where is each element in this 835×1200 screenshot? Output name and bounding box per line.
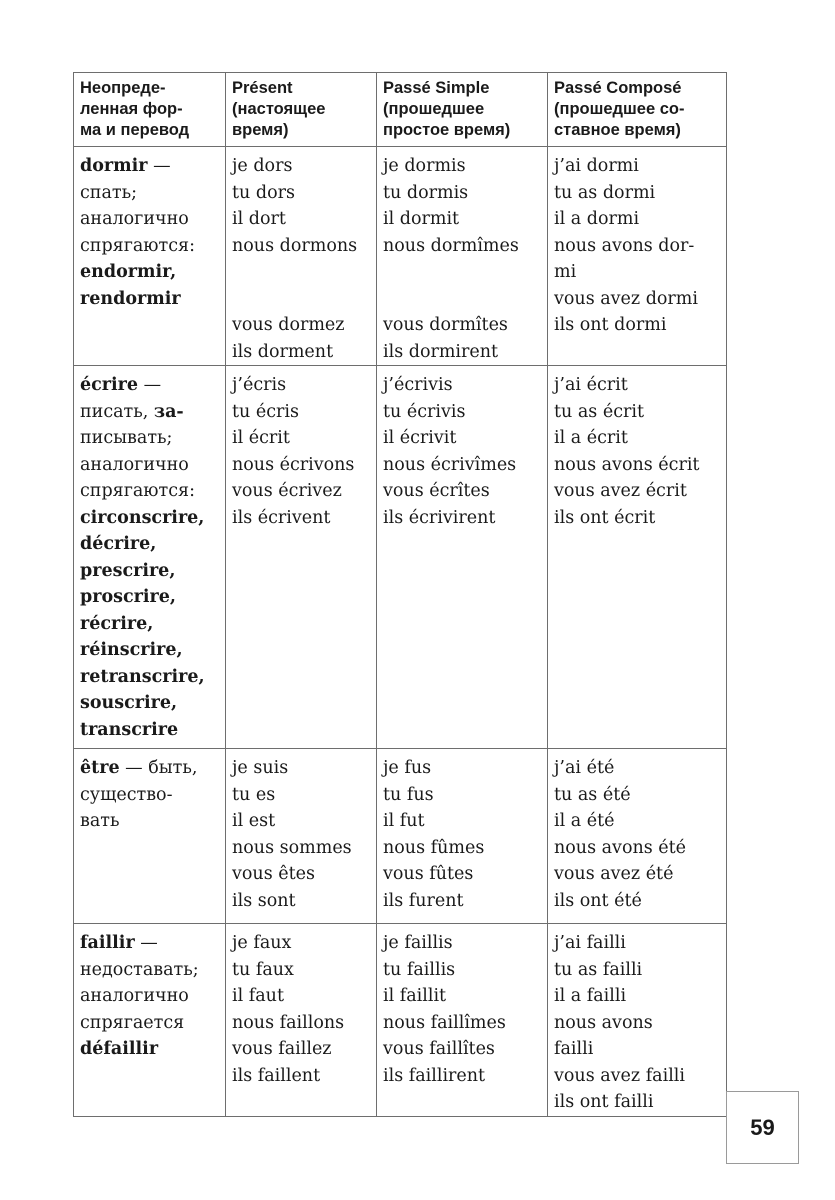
verb-line: rendormir [80,288,181,309]
verb-cell-dormir [74,147,226,366]
table-row [74,749,727,924]
blank-line [383,286,541,313]
verb-line: существо- [80,784,173,805]
verb-line: спрягаются: [80,235,195,256]
conjugation-line: je faux [232,933,292,953]
passe-simple-cell-dormir [377,147,548,366]
verb-line: аналогично [80,986,189,1006]
header-passe-simple: Passé Simple (прошедшее простое время) [377,73,548,147]
conjugation-line: il a dormi [554,209,640,229]
passe-compose-cell-ecrire [548,366,727,749]
table-row [74,147,727,366]
conjugation-line: il dort [232,209,286,229]
verb-line: être — быть, [80,758,198,778]
conjugation-line: ils faillirent [383,1065,486,1086]
conjugation-line: vous avez été [554,864,674,884]
conjugation-line: nous dormîmes [383,235,519,256]
verb-line: вать [80,811,120,831]
conjugation-line: il écrit [232,428,290,448]
page-number [726,1091,799,1164]
conjugation-line: tu faux [232,959,294,980]
verb-line: retranscrire, [80,666,205,687]
conjugation-line: tu écrivis [383,401,466,422]
verb-line: souscrire, [80,693,178,713]
conjugation-line: tu dormis [383,182,469,203]
conjugation-line: ils dorment [232,341,334,362]
verb-line: спрягаются: [80,481,195,501]
blank-line [232,259,370,286]
verb-line: писывать; [80,428,173,448]
present-cell-faillir [226,924,377,1117]
verb-line: аналогично [80,454,189,475]
verb-line: faillir — [80,933,158,953]
present-cell-etre [226,749,377,924]
header-infinitive: Неопреде- ленная фор- ма и перевод [74,73,226,147]
conjugation-line: je suis [232,758,289,778]
page-number-text: 59 [750,1114,775,1140]
conjugation-line: ils faillent [232,1065,321,1086]
passe-compose-cell-faillir [548,924,727,1117]
present-cell-ecrire [226,366,377,749]
passe-compose-cell-etre [548,749,727,924]
verb-line: circonscrire, [80,507,205,528]
verb-line: спрягается [80,1012,185,1033]
verb-line: proscrire, [80,587,176,607]
present-cell-dormir [226,147,377,366]
conjugation-line: ils sont [232,890,296,911]
conjugation-line: il a écrit [554,428,628,448]
conjugation-line: j’ai été [554,758,615,778]
conjugation-line: il fut [383,811,425,831]
conjugation-line: tu as écrit [554,401,644,422]
conjugation-line: vous dormez [232,315,345,335]
conjugation-line: tu écris [232,401,299,422]
conjugation-line: il a été [554,811,615,831]
conjugation-table [73,72,727,1117]
verb-line: endormir, [80,262,177,282]
conjugation-line: ils dormirent [383,341,499,362]
header-passe-compose: Passé Composé (прошедшее со- ставное время) [548,73,727,147]
conjugation-line: j’ai dormi [554,156,639,176]
conjugation-line: nous avons été [554,837,687,858]
conjugation-line: ils ont été [554,890,642,911]
header-present: Présent (настоящее время) [226,73,377,147]
verb-line: décrire, [80,534,157,554]
conjugation-line: tu dors [232,182,295,203]
conjugation-line: vous écrivez [232,481,342,501]
verb-line: недоставать; [80,959,199,980]
conjugation-line: nous dormons [232,235,358,256]
conjugation-line: j’ai failli [554,933,626,953]
conjugation-line: tu as failli [554,959,643,980]
conjugation-line: nous faillons [232,1012,345,1033]
conjugation-line: il dormit [383,209,460,229]
conjugation-line: il faut [232,986,284,1006]
conjugation-line: nous faillîmes [383,1012,506,1033]
verb-line: réinscrire, [80,640,183,660]
passe-compose-cell-dormir [548,147,727,366]
conjugation-line: j’écrivis [383,375,453,395]
conjugation-line: j’ai écrit [554,375,628,395]
conjugation-line: vous avez dormi [554,288,698,309]
verb-line: prescrire, [80,560,176,581]
header-row [74,73,727,147]
verb-line: dormir — [80,156,171,176]
conjugation-line: nous écrivons [232,454,355,475]
conjugation-line: nous fûmes [383,837,485,858]
conjugation-line: mi [554,262,577,282]
passe-simple-cell-etre [377,749,548,924]
verb-line: récrire, [80,613,154,634]
conjugation-line: tu fus [383,784,434,805]
table-body [74,147,727,1117]
conjugation-line: il écrivit [383,428,457,448]
verb-line: transcrire [80,719,179,740]
verb-cell-etre [74,749,226,924]
conjugation-line: vous écrîtes [383,481,490,501]
conjugation-line: vous êtes [232,864,315,884]
table-row [74,924,727,1117]
conjugation-line: ils écrivirent [383,507,496,528]
table-row [74,366,727,749]
conjugation-line: tu es [232,784,276,805]
conjugation-line: tu as dormi [554,182,656,203]
conjugation-line: tu faillis [383,959,456,980]
conjugation-line: je dormis [383,156,466,176]
conjugation-line: vous fûtes [383,864,474,884]
conjugation-line: il a failli [554,986,627,1006]
conjugation-line: je fus [383,758,432,778]
conjugation-line: il faillit [383,986,447,1006]
conjugation-line: ils furent [383,890,464,911]
conjugation-line: j’écris [232,375,287,395]
passe-simple-cell-faillir [377,924,548,1117]
conjugation-line: vous dormîtes [383,315,508,335]
conjugation-line: vous avez failli [554,1065,685,1086]
conjugation-line: vous avez écrit [554,481,687,501]
conjugation-line: vous faillîtes [383,1039,495,1059]
conjugation-line: je dors [232,156,293,176]
conjugation-line: ils ont failli [554,1092,654,1112]
conjugation-line: ils écrivent [232,507,331,528]
verb-cell-faillir [74,924,226,1117]
blank-line [383,259,541,286]
verb-line: спать; [80,182,138,203]
conjugation-line: tu as été [554,784,631,805]
conjugation-line: je faillis [383,933,453,953]
conjugation-line: nous avons écrit [554,454,700,475]
conjugation-line: nous sommes [232,837,352,858]
blank-line [232,286,370,313]
verb-line: аналогично [80,209,189,229]
passe-simple-cell-ecrire [377,366,548,749]
conjugation-line: failli [554,1039,594,1059]
verb-line: défaillir [80,1039,159,1059]
conjugation-line: vous faillez [232,1039,332,1059]
conjugation-line: ils ont écrit [554,507,656,528]
verb-line: писать, за- [80,401,184,422]
verb-line: écrire — [80,375,162,395]
verb-cell-ecrire [74,366,226,749]
conjugation-line: nous écrivîmes [383,454,517,475]
conjugation-line: il est [232,811,276,831]
conjugation-line: nous avons [554,1012,653,1033]
conjugation-line: nous avons dor- [554,235,695,256]
conjugation-line: ils ont dormi [554,315,667,335]
